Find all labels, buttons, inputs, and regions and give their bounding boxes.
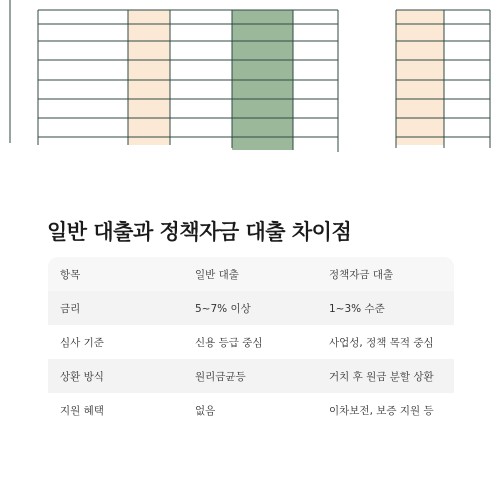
policy-loan-value: 사업성, 정책 목적 중심 xyxy=(329,336,434,349)
header-policy-loan: 정책자금 대출 xyxy=(329,268,394,281)
general-loan-value: 5~7% 이상 xyxy=(195,302,251,315)
page-title: 일반 대출과 정책자금 대출 차이점 xyxy=(47,220,352,244)
header-item: 항목 xyxy=(60,268,81,281)
table-row xyxy=(48,393,454,427)
table-row xyxy=(48,325,454,359)
row-label: 상환 방식 xyxy=(60,370,104,383)
table-header-row xyxy=(48,257,454,291)
spreadsheet-illustration xyxy=(0,0,500,160)
row-label: 심사 기준 xyxy=(60,336,104,349)
policy-loan-value: 이차보전, 보증 지원 등 xyxy=(329,404,434,417)
table-row xyxy=(48,359,454,393)
row-label: 지원 혜택 xyxy=(60,404,104,417)
spreadsheet-grid-graphic xyxy=(0,0,500,160)
general-loan-value: 없음 xyxy=(195,404,216,417)
comparison-table xyxy=(48,257,454,427)
policy-loan-value: 거치 후 원금 분할 상환 xyxy=(329,370,434,383)
general-loan-value: 원리금균등 xyxy=(195,370,246,383)
row-label: 금리 xyxy=(60,302,81,315)
header-general-loan: 일반 대출 xyxy=(195,268,239,281)
policy-loan-value: 1~3% 수준 xyxy=(329,302,385,315)
general-loan-value: 신용 등급 중심 xyxy=(195,336,263,349)
table-row xyxy=(48,291,454,325)
